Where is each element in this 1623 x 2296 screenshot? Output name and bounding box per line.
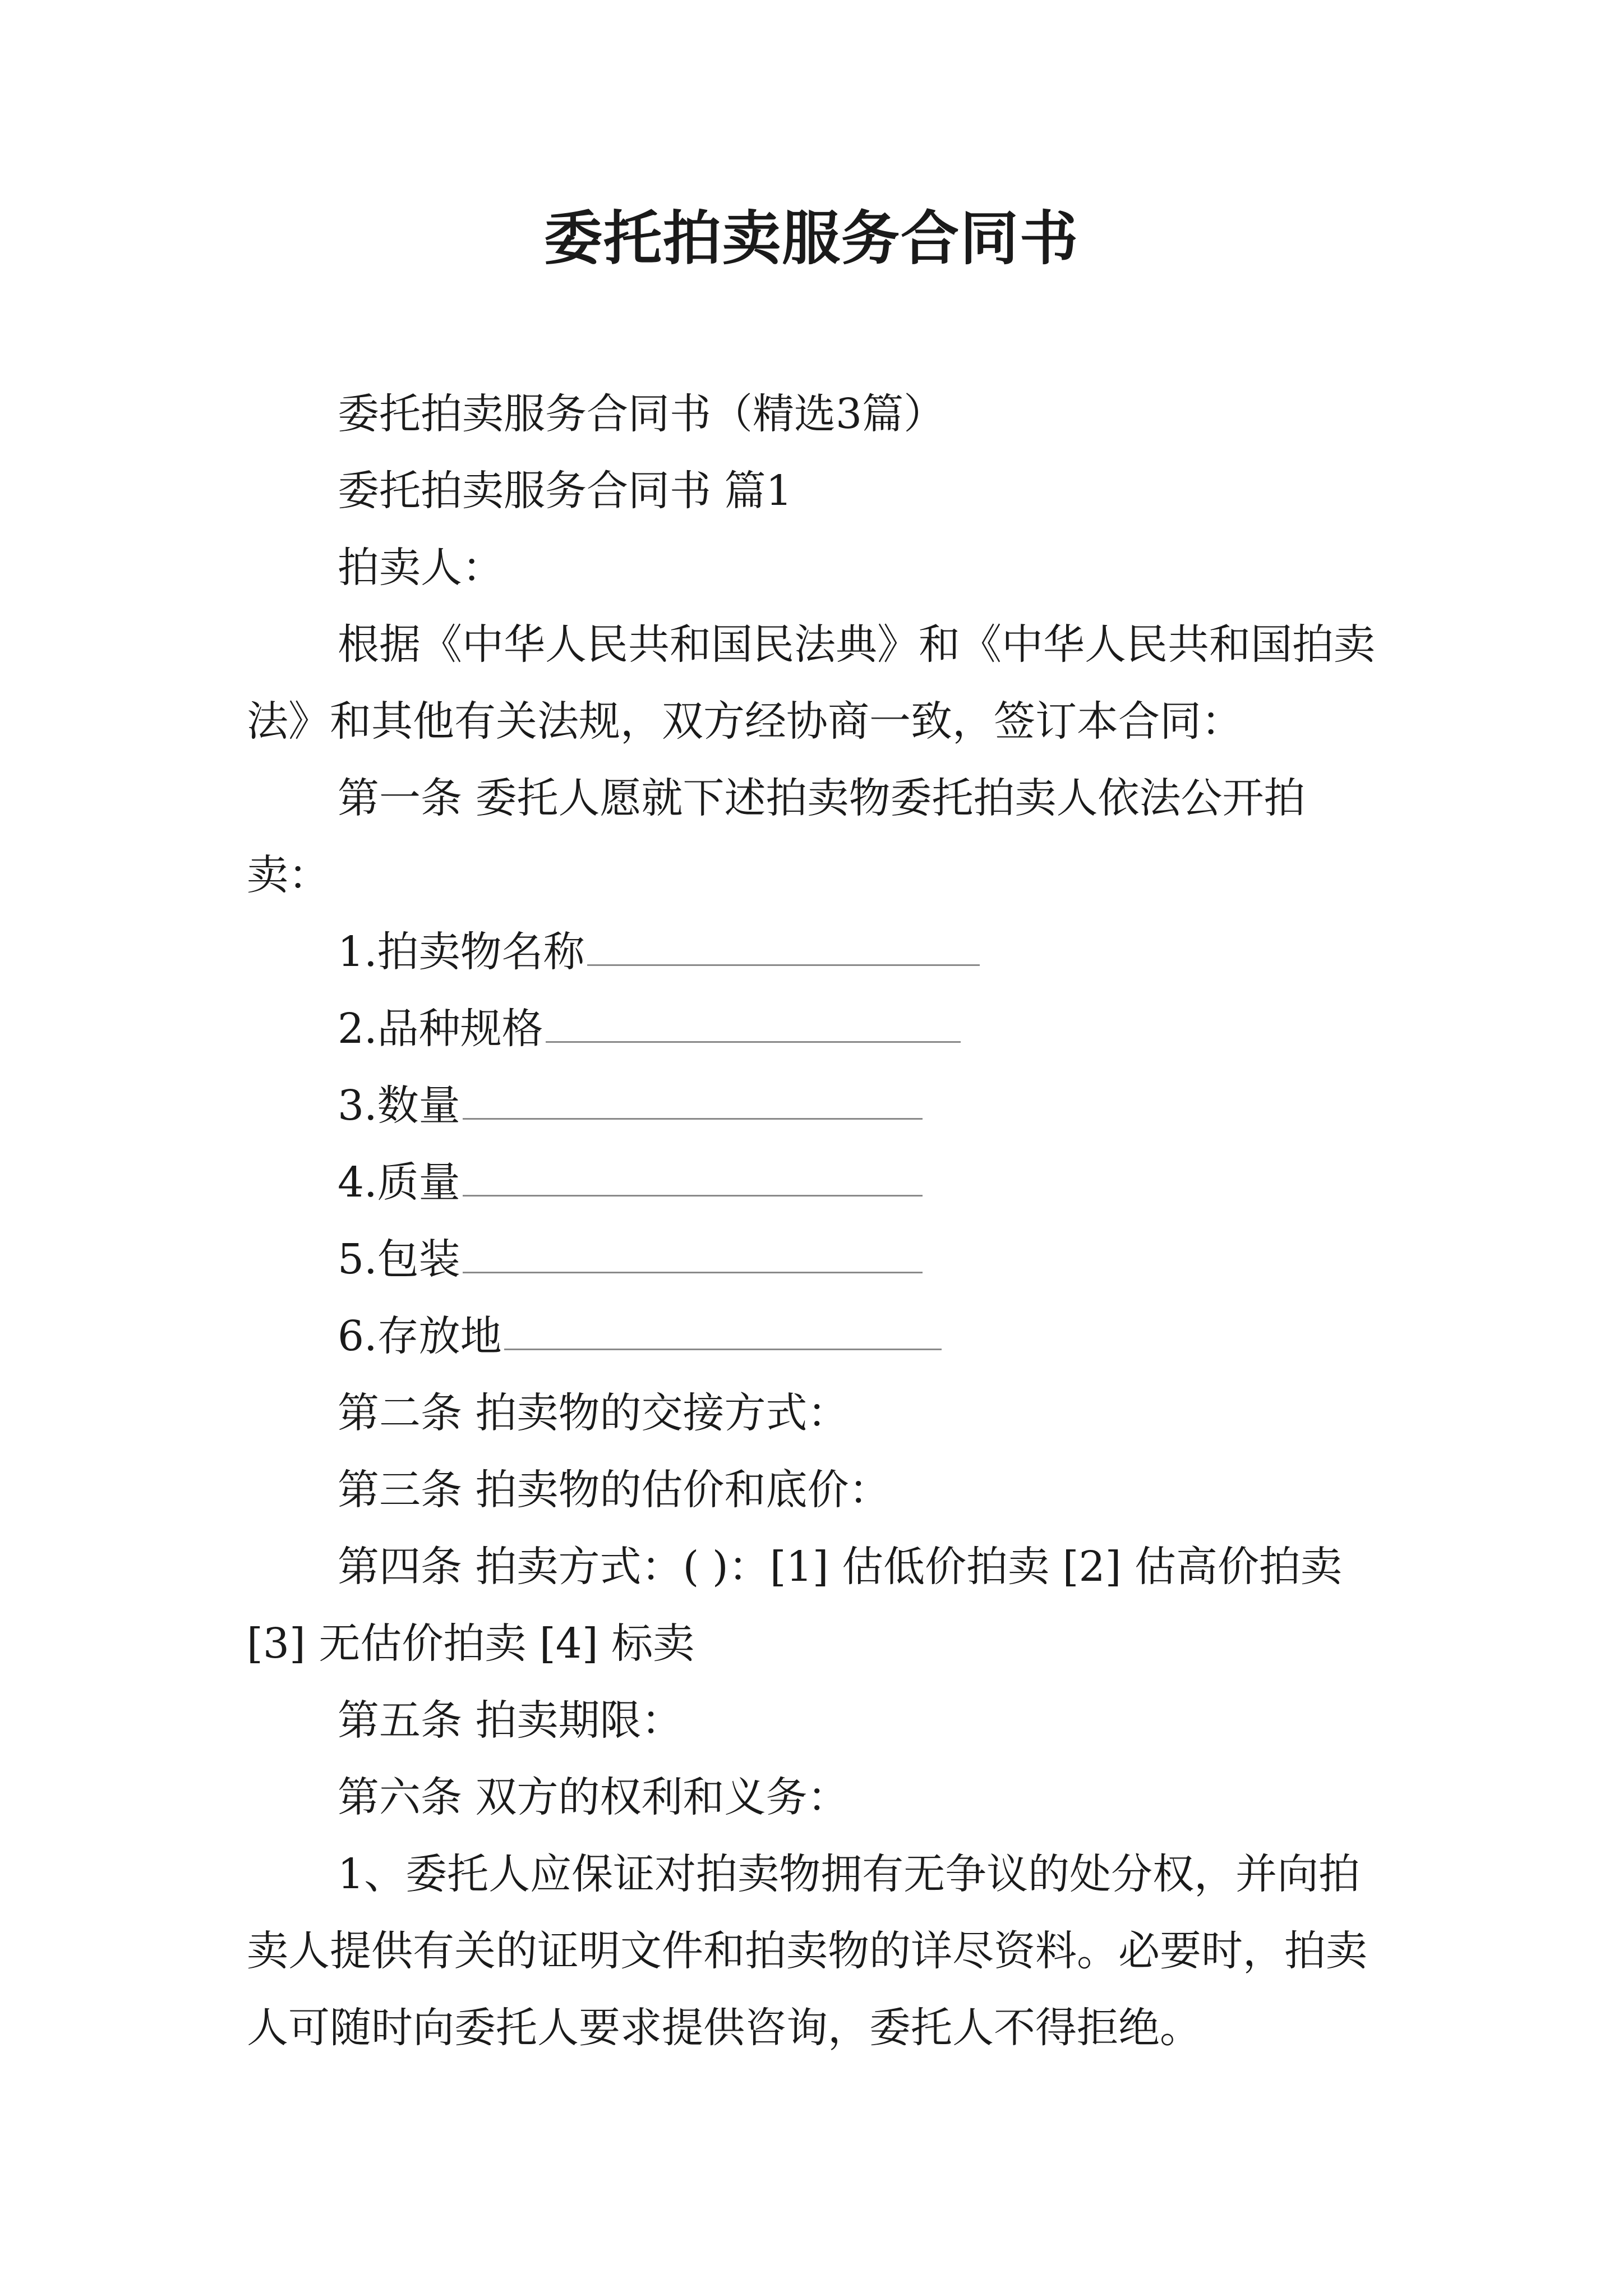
field-label: 6.存放地	[338, 1312, 502, 1360]
field-quality	[247, 1144, 1380, 1221]
field-item-name	[247, 914, 1380, 991]
field-label: 3.数量	[338, 1082, 460, 1130]
field-label: 4.质量	[338, 1158, 460, 1207]
document-title: 委托拍卖服务合同书	[543, 204, 1079, 273]
blank-line	[463, 1076, 923, 1120]
blank-line	[504, 1307, 942, 1350]
paragraph-article-6: 第六条 双方的权利和义务：	[338, 1773, 849, 1821]
field-packaging	[247, 1221, 1380, 1298]
paragraph-article-2: 第二条 拍卖物的交接方式：	[338, 1389, 849, 1437]
paragraph-article-4: 第四条 拍卖方式：( )：[1] 估低价拍卖 [2] 估高价拍卖 [3] 无估价拍卖 [4] 标卖	[247, 1543, 1355, 1668]
paragraph-article-5: 第五条 拍卖期限：	[338, 1696, 683, 1745]
document-body	[247, 376, 1380, 2067]
paragraph-legal-basis: 根据《中华人民共和国民法典》和《中华人民共和国拍卖法》和其他有关法规，双方经协商一致，签订本合同：	[247, 620, 1375, 746]
paragraph-obligation-1: 1、委托人应保证对拍卖物拥有无争议的处分权，并向拍卖人提供有关的证明文件和拍卖物的详尽资料。必要时，拍卖人可随时向委托人要求提供咨询，委托人不得拒绝。	[247, 1850, 1367, 2052]
field-label: 2.品种规格	[338, 1005, 543, 1053]
blank-line	[463, 1230, 923, 1273]
blank-line	[463, 1153, 923, 1197]
paragraph-article-1: 第一条 委托人愿就下述拍卖物委托拍卖人依法公开拍卖：	[247, 774, 1306, 899]
paragraph-auctioneer: 拍卖人：	[338, 544, 504, 592]
field-spec	[247, 991, 1380, 1068]
paragraph-section-heading: 委托拍卖服务合同书 篇1	[338, 467, 792, 515]
field-quantity	[247, 1068, 1380, 1144]
blank-line	[546, 1000, 961, 1043]
field-label: 1.拍卖物名称	[338, 928, 585, 976]
field-label: 5.包装	[338, 1235, 460, 1283]
paragraph-article-3: 第三条 拍卖物的估价和底价：	[338, 1466, 891, 1514]
paragraph-subtitle: 委托拍卖服务合同书（精选3篇）	[338, 390, 946, 438]
field-storage	[247, 1298, 1380, 1375]
blank-line	[587, 923, 980, 966]
